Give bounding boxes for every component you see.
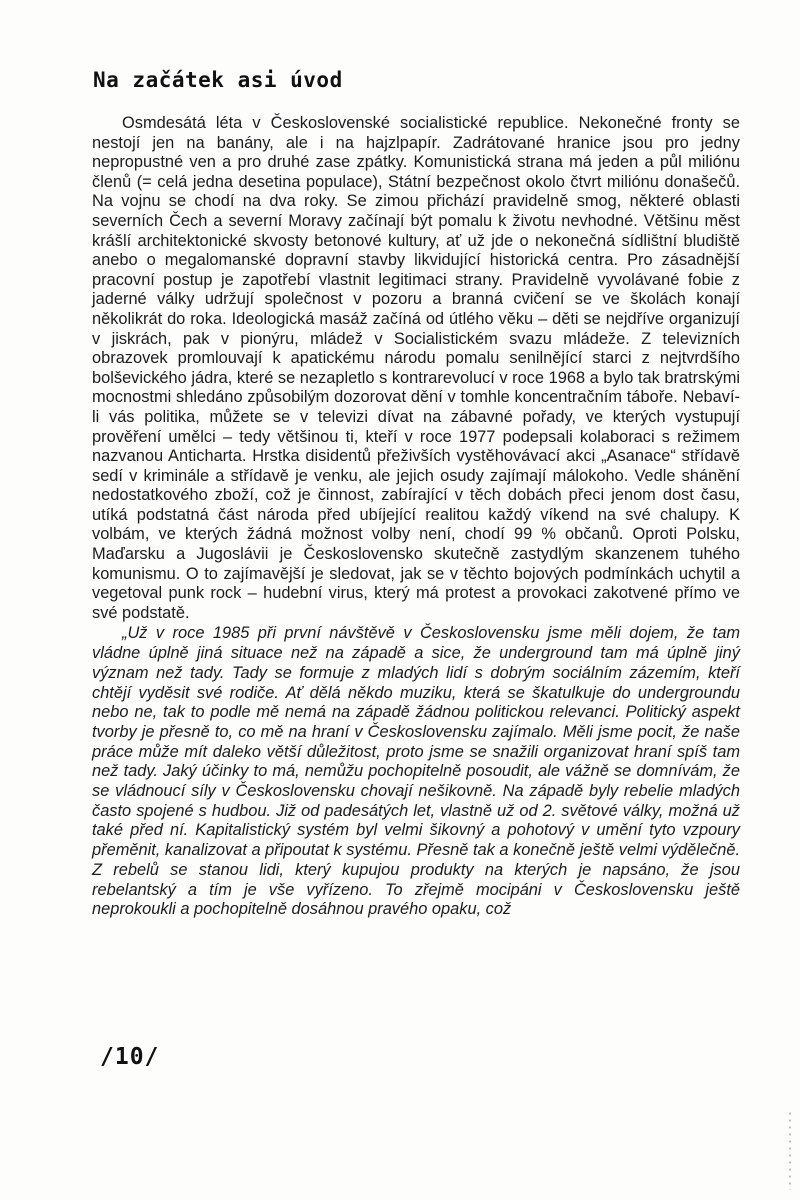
quotation-paragraph: „Už v roce 1985 při první návštěvě v Československu jsme měli dojem, že tam vládne úplně jiná situace než na západě a sice, že underground tam má úplně jiný význam než tady. Tady se formuje z mladých lidí s dobrým sociálním zázemím, kteří chtějí vyděsit své rodiče. Ať dělá někdo muziku, která se škatulkuje do undergroundu nebo ne, tak to podle mě nemá na západě žádnou politickou relevanci. Politický aspekt tvorby je přesně to, co mě na hraní v Československu zajímalo. Měli jsme pocit, že naše práce může mít daleko větší důležitost, proto jsme se snažili organizovat hraní spíš tam než tady. Jaký účinky to má, nemůžu pochopitelně posoudit, ale vážně se domnívám, že se vládnoucí síly v Československu chovají nešikovně. Na západě byly rebelie mladých často spojené s hudbou. Již od padesátých let, vlastně už od 2. světové války, možná už také před ní. Kapitalistický systém byl velmi šikovný a pohotový v umění tyto vzpoury přeměnit, kanalizovat a připoutat k systému. Přesně tak a konečně ještě velmi výdělečně. Z rebelů se stanou lidi, který kupujou produkty na kterých je napsáno, že jsou rebelantský a tím je vše vyřízeno. To zřejmě mocipáni v Československu ještě neprokoukli a pochopitelně dosáhnou pravého opaku, což: [92, 624, 740, 919]
chapter-heading: Na začátek asi úvod: [93, 68, 343, 92]
page-number: /10/: [100, 1044, 160, 1070]
intro-paragraph: Osmdesátá léta v Československé socialistické republice. Nekonečné fronty se nestojí jen na banány, ale i na hajzlpapír. Zadrátované hranice jsou pro jedny nepropustné ven a pro druhé zase zpátky. Komunistická strana má jeden a půl miliónu členů (= celá jedna desetina populace), Státní bezpečnost okolo čtvrt miliónu donašečů. Na vojnu se chodí na dva roky. Se zimou přichází pravidelně smog, některé oblasti severních Čech a severní Moravy začínají být pomalu k životu nevhodné. Většinu měst krášlí architektonické skvosty betonové kultury, ať už jde o nekonečná sídlištní bludiště anebo o megalomanské dopravní stavby likvidující historická centra. Pro zásadnější pracovní postup je zapotřebí vlastnit legitimaci strany. Pravidelně vyvolávané fobie z jaderné války udržují společnost v pozoru a branná cvičení se ve školách konají několikrát do roka. Ideologická masáž začíná od útlého věku – děti se nejdříve organizují v jiskrách, pak v pionýru, mládež v Socialistickém svazu mládeže. Z televizních obrazovek promlouvají k apatickému národu pomalu senilnějící starci z nejtvrdšího bolševického jádra, které se nezapletlo s kontrarevolucí v roce 1968 a bylo tak bratrskými mocnostmi shledáno způsobilým dozorovat dění v tomhle koncentračním táboře. Nebaví-li vás politika, můžete se v televizi dívat na zábavné pořady, ve kterých vystupují prověření umělci – tedy většinou ti, kteří v roce 1977 podepsali kolaboraci s režimem nazvanou Anticharta. Hrstka disidentů přeživších vystěhovávací akci „Asanace“ střídavě sedí v kriminále a střídavě je venku, ale jejich osudy zajímají málokoho. Vedle shánění nedostatkového zboží, což je činnost, zabírající v těch dobách přeci jenom dost času, utíká podstatná část národa před ubíjející realitou každý víkend na své chalupy. K volbám, ve kterých žádná možnost volby není, chodí 99 % občanů. Oproti Polsku, Maďarsku a Jugoslávii je Československo skutečně zastydlým skanzenem tuhého komunismu. O to zajímavější je sledovat, jak se v těchto bojových podmínkách uchytil a vegetoval punk rock – hudební virus, který má protest a provokaci zakotvené přímo ve své podstatě.: [92, 114, 740, 622]
scan-artifact: [788, 1110, 792, 1190]
body-text: [92, 114, 740, 920]
